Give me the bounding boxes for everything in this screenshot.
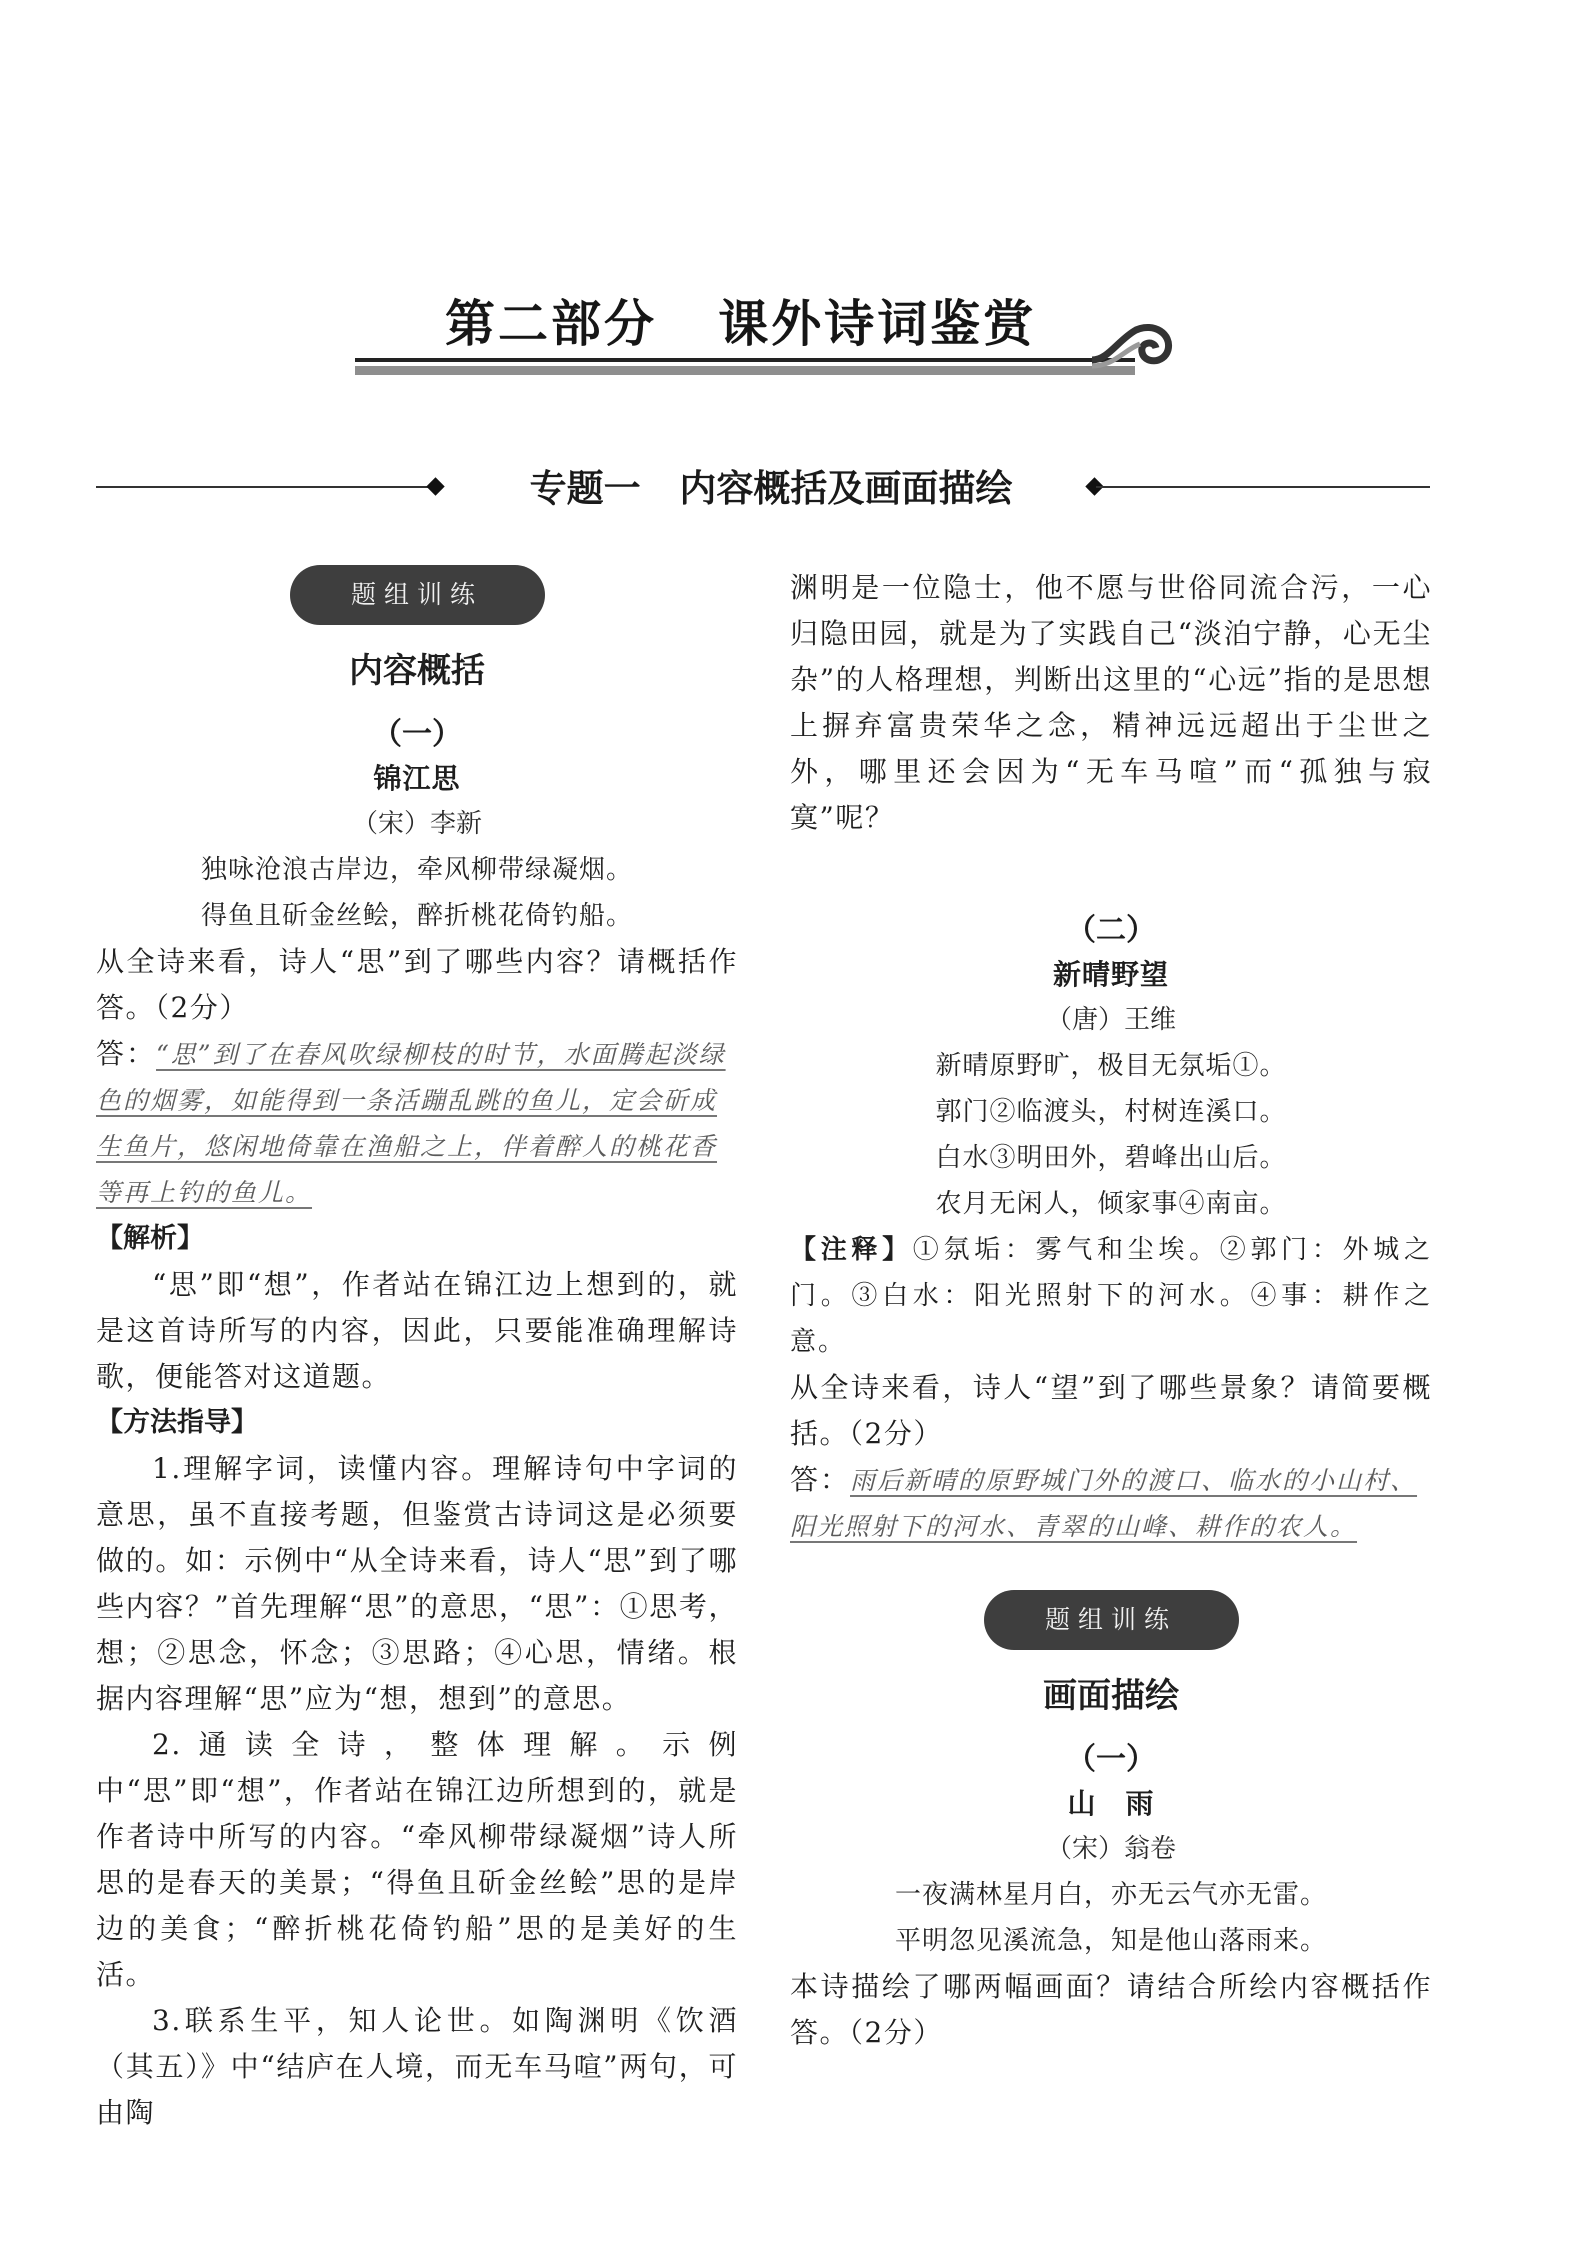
poem-line: 白水③明田外，碧峰出山后。 — [935, 1143, 1287, 1173]
swirl-ornament-icon — [1088, 300, 1178, 380]
poem-line: 平明忽见溪流急，知是他山落雨来。 — [894, 1926, 1327, 1956]
notes-text: ①氛垢：雾气和尘埃。②郭门：外城之门。③白水：阳光照射下的河水。④事：耕作之意。 — [790, 1235, 1432, 1357]
method-step-1: 1.理解字词，读懂内容。理解诗句中字词的意思，虽不直接考题，但鉴赏古诗词这是必须要做的。如：示例中“从全诗来看，诗人“思”到了哪些内容？”首先理解“思”的意思，“思”：①思考，想；②思念，怀念；③思路；④心思，情绪。根据内容理解“思”应为“想，想到”的意思。 — [96, 1452, 738, 1715]
method-step-2: 2.通读全诗，整体理解。示例中“思”即“想”，作者站在锦江边所想到的，就是作者诗中所写的内容。“牵风柳带绿凝烟”诗人所思的是春天的美景；“得鱼且斫金丝鲙”思的是岸边的美食；“醉折桃花倚钓船”思的是美好的生活。 — [96, 1728, 738, 1991]
poem-author: （唐）王维 — [1045, 1005, 1176, 1035]
answer-text: 雨后新晴的原野城门外的渡口、临水的小山村、阳光照射下的河水、青翠的山峰、耕作的农人。 — [790, 1466, 1418, 1541]
section-title: 内容概括 — [349, 651, 485, 691]
poem-line: 新晴原野旷，极目无氛垢①。 — [935, 1051, 1287, 1081]
answer-label: 答： — [790, 1463, 851, 1496]
method-step-3: 3.联系生平，知人论世。如陶渊明《饮酒（其五）》中“结庐在人境，而无车马喧”两句，可由陶 — [96, 2004, 738, 2129]
poem-number: （一） — [1066, 1742, 1156, 1777]
poem-title: 山 雨 — [1067, 1787, 1155, 1820]
analysis-text: “思”即“想”，作者站在锦江边上想到的，就是这首诗所写的内容，因此，只要能准确理解诗歌，便能答对这道题。 — [96, 1268, 738, 1393]
poem-line: 农月无闲人，倾家事④南亩。 — [935, 1189, 1287, 1219]
section-badge: 题组训练 — [290, 565, 545, 625]
poem-title: 新晴野望 — [1052, 958, 1169, 991]
answer-block — [96, 1031, 738, 1216]
part-underline — [355, 358, 1135, 362]
section-badge: 题组训练 — [984, 1590, 1239, 1650]
poem-line: 一夜满林星月白，亦无云气亦无雷。 — [894, 1880, 1327, 1910]
notes-block — [790, 1227, 1432, 1365]
notes-label: 【注释】 — [790, 1235, 913, 1265]
topic-bar — [96, 452, 1430, 522]
part-title: 第二部分 课外诗词鉴赏 — [445, 295, 1037, 353]
answer-block — [790, 1457, 1432, 1550]
question-text: 本诗描绘了哪两幅画面？请结合所绘内容概括作答。（2分） — [790, 1970, 1432, 2049]
right-column — [790, 565, 1432, 2056]
method-heading: 【方法指导】 — [96, 1407, 258, 1438]
topic-rule-left — [96, 486, 436, 488]
poem-author: （宋）李新 — [351, 809, 482, 839]
section-title: 画面描绘 — [1043, 1676, 1179, 1716]
poem-title: 锦江思 — [373, 762, 461, 795]
poem-number: （一） — [372, 717, 462, 752]
answer-text: “思”到了在春风吹绿柳枝的时节，水面腾起淡绿色的烟雾，如能得到一条活蹦乱跳的鱼儿，定会斫成生鱼片，悠闲地倚靠在渔船之上，伴着醉人的桃花香等再上钓的鱼儿。 — [96, 1040, 726, 1207]
poem-line: 得鱼且斫金丝鲙，醉折桃花倚钓船。 — [200, 901, 633, 931]
poem-line: 独咏沧浪古岸边，牵风柳带绿凝烟。 — [200, 855, 633, 885]
question-text: 从全诗来看，诗人“望”到了哪些景象？请简要概括。（2分） — [790, 1371, 1432, 1450]
analysis-heading: 【解析】 — [96, 1223, 204, 1254]
poem-line: 郭门②临渡头，村树连溪口。 — [935, 1097, 1287, 1127]
question-text: 从全诗来看，诗人“思”到了哪些内容？请概括作答。（2分） — [96, 945, 738, 1024]
topic-rule-right — [1096, 486, 1430, 488]
left-column — [96, 565, 738, 2136]
continuation-text: 渊明是一位隐士，他不愿与世俗同流合污，一心归隐田园，就是为了实践自己“淡泊宁静，心无尘杂”的人格理想，判断出这里的“心远”指的是思想上摒弃富贵荣华之念，精神远远超出于尘世之外，哪里还会因为“无车马喧”而“孤独与寂寞”呢？ — [790, 571, 1432, 834]
poem-number: （二） — [1066, 913, 1156, 948]
part-header — [355, 280, 1175, 380]
diamond-icon — [426, 477, 444, 495]
topic-title: 专题一 内容概括及画面描绘 — [529, 467, 1013, 510]
part-underline-shadow — [355, 366, 1135, 375]
answer-label: 答： — [96, 1037, 157, 1070]
poem-author: （宋）翁卷 — [1045, 1834, 1176, 1864]
